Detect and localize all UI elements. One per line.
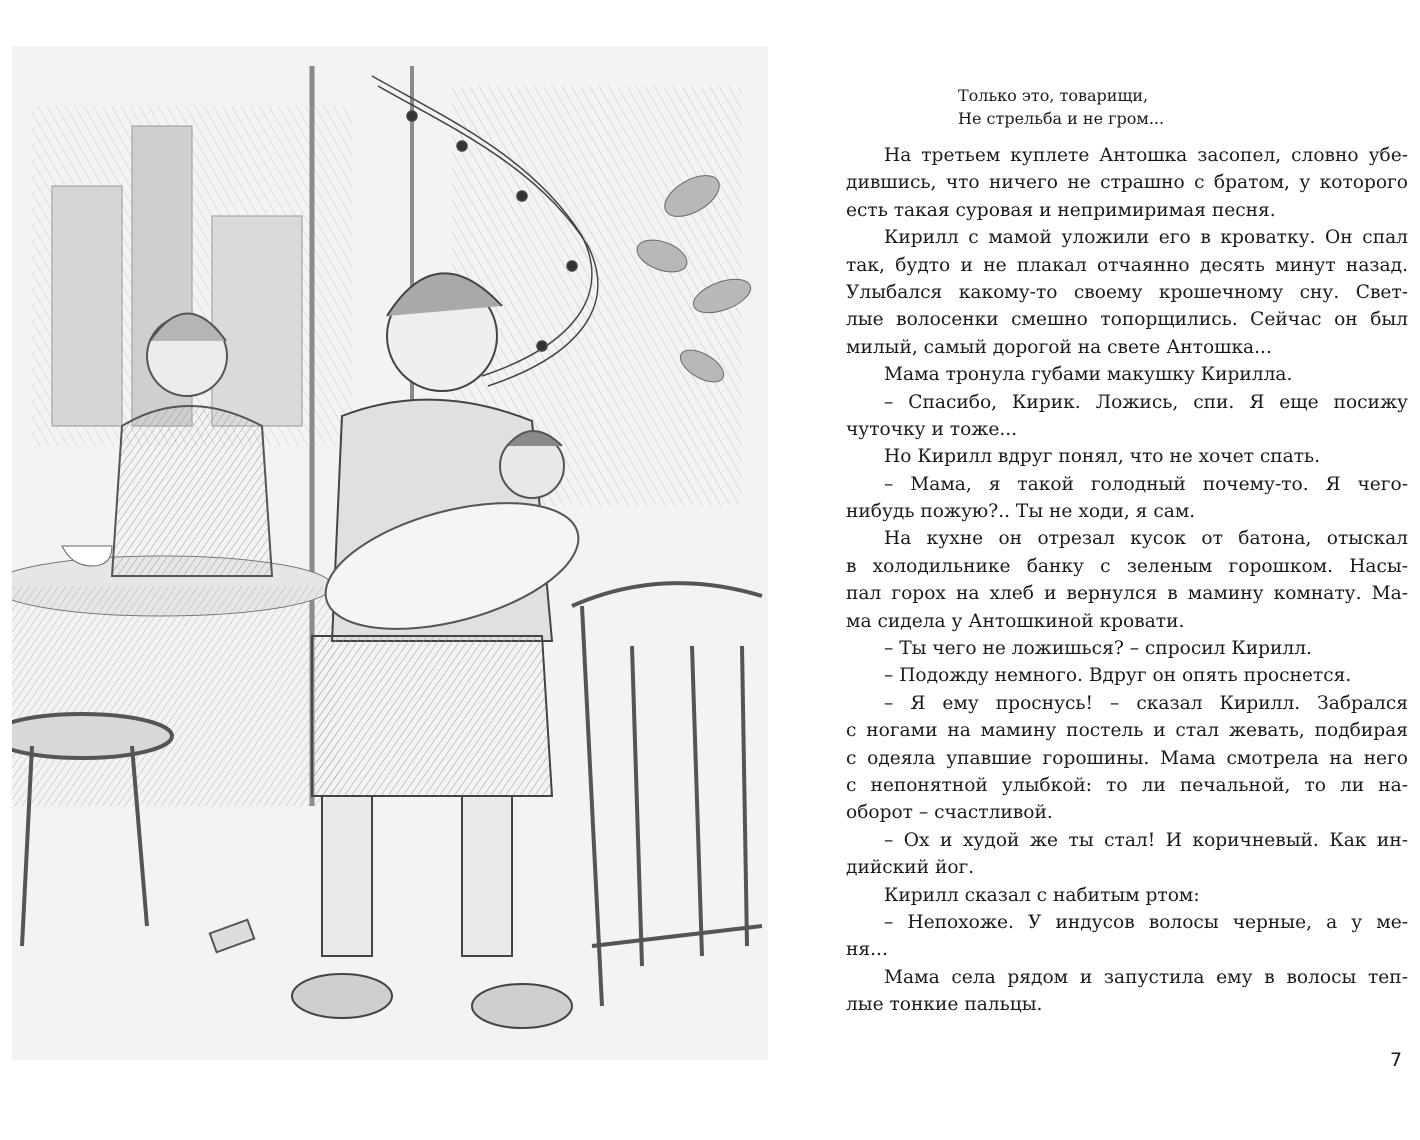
paragraph-line: – Ты чего не ложишься? – спросил Кирилл. xyxy=(884,638,1312,660)
paragraph-line: ня... xyxy=(846,939,888,961)
body-text xyxy=(846,142,1408,1019)
verse xyxy=(846,84,1408,130)
paragraph-line: есть такая суровая и непримиримая песня. xyxy=(846,199,1276,221)
paragraph-line: пал горох на хлеб и вернулся в мамину комнату. Ма- xyxy=(846,583,1408,605)
paragraph-line: Но Кирилл вдруг понял, что не хочет спать. xyxy=(884,446,1321,468)
paragraph-line: оборот – счастливой. xyxy=(846,802,1053,824)
verse-line: Только это, товарищи, xyxy=(958,86,1149,105)
paragraph-line: – Мама, я такой голодный почему-то. Я чего- xyxy=(884,473,1408,495)
verse-line: Не стрельба и не гром... xyxy=(958,109,1165,128)
paragraph-line: – Я ему проснусь! – сказал Кирилл. Забрался xyxy=(884,692,1408,714)
paragraph-line: Кирилл сказал с набитым ртом: xyxy=(884,884,1200,906)
paragraph-line: Мама села рядом и запустила ему в волосы теп- xyxy=(884,966,1408,988)
pencil-sketch-illustration xyxy=(12,46,768,1060)
page-number: 7 xyxy=(1390,1049,1403,1071)
paragraph-line: ма сидела у Антошкиной кровати. xyxy=(846,610,1185,632)
text-page xyxy=(846,84,1408,1019)
paragraph-line: чуточку и тоже... xyxy=(846,418,1018,440)
paragraph-line: нибудь пожую?.. Ты не ходи, я сам. xyxy=(846,501,1196,523)
paragraph-line: дившись, что ничего не страшно с братом, у которого xyxy=(846,172,1408,194)
paragraph-line: Кирилл с мамой уложили его в кроватку. Он спал xyxy=(884,227,1408,249)
paragraph-line: – Спасибо, Кирик. Ложись, спи. Я еще посижу xyxy=(884,391,1408,413)
paragraph-line: – Ох и худой же ты стал! И коричневый. Как ин- xyxy=(884,829,1408,851)
paragraph-line: с одеяла упавшие горошины. Мама смотрела на него xyxy=(846,747,1408,769)
paragraph-line: так, будто и не плакал отчаянно десять минут назад. xyxy=(846,254,1408,276)
paragraph-line: милый, самый дорогой на свете Антошка... xyxy=(846,336,1272,358)
paragraph-line: На кухне он отрезал кусок от батона, отыскал xyxy=(884,528,1408,550)
table xyxy=(12,546,342,806)
paragraph-line: На третьем куплете Антошка засопел, словно убе- xyxy=(884,145,1408,166)
paragraph-line: с непонятной улыбкой: то ли печальной, то ли на- xyxy=(846,774,1408,796)
paragraph-line: с ногами на мамину постель и стал жевать, подбирая xyxy=(846,720,1408,742)
paragraph-line: – Непохоже. У индусов волосы черные, а у ме- xyxy=(884,911,1408,933)
paragraph-line: лые тонкие пальцы. xyxy=(846,994,1043,1016)
paragraph-line: лые волосенки смешно топорщились. Сейчас он был xyxy=(846,309,1408,331)
paragraph-line: в холодильнике банку с зеленым горошком. Насы- xyxy=(846,555,1408,577)
paragraph-line: – Подожду немного. Вдруг он опять проснется. xyxy=(884,665,1352,687)
paragraph-line: Мама тронула губами макушку Кирилла. xyxy=(884,364,1293,386)
paragraph-line: дийский йог. xyxy=(846,857,975,879)
paragraph-line: Улыбался какому-то своему крошечному сну. Свет- xyxy=(846,281,1408,303)
